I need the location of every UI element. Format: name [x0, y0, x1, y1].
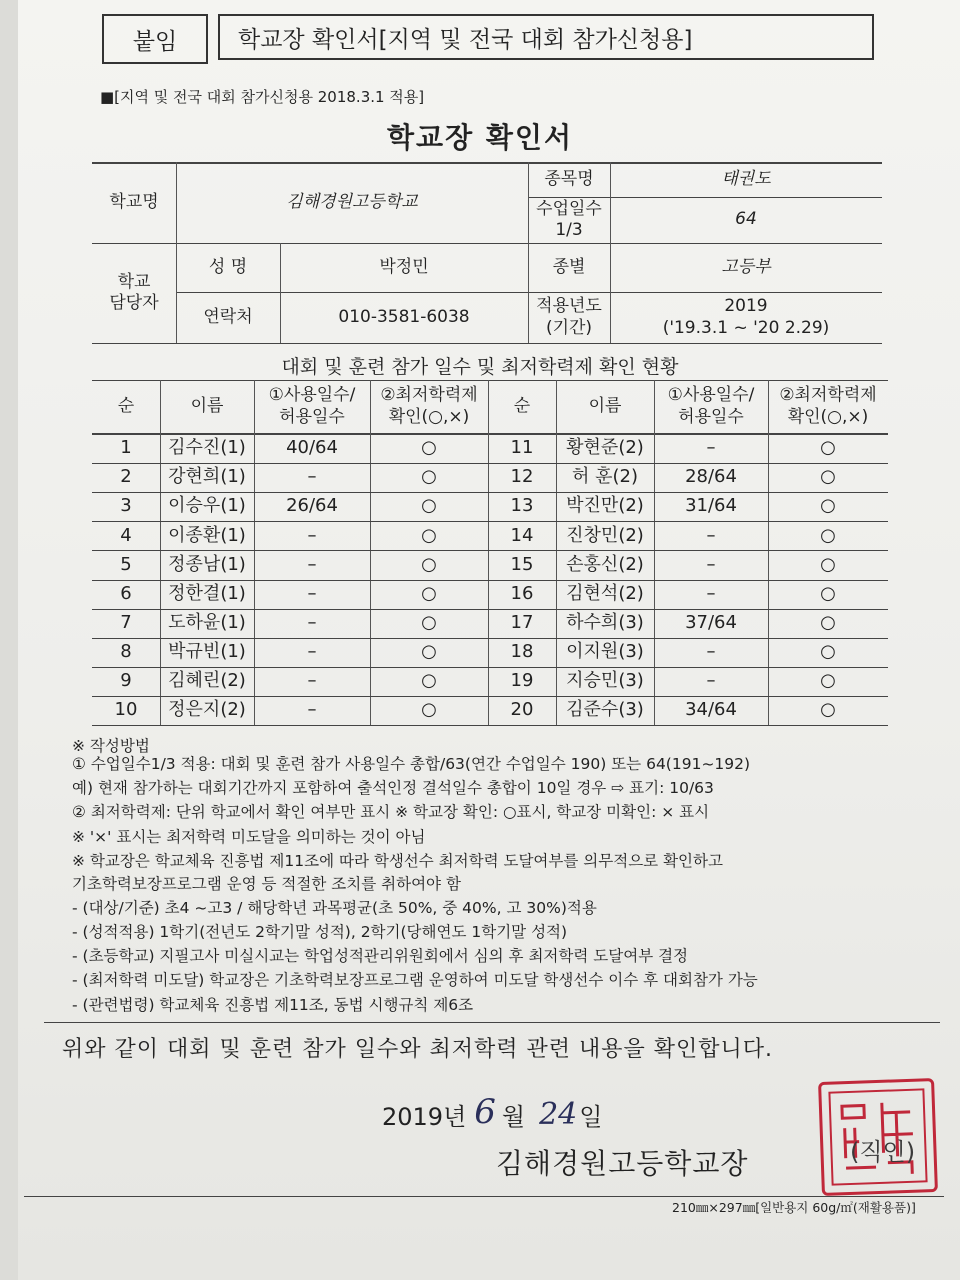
- student-check: ○: [820, 582, 836, 604]
- seal-label: (직인): [850, 1138, 916, 1166]
- note-line: ① 수업일수1/3 적용: 대회 및 훈련 참가 사용일수 총합/63(연간 수업일수 190) 또는 64(191~192): [72, 755, 751, 773]
- note-line: - (대상/기준) 초4 ~고3 / 해당학년 과목평균(초 50%, 중 40%, 고 30%)적용: [72, 899, 597, 917]
- student-days: –: [307, 699, 317, 721]
- student-check: ○: [820, 611, 836, 633]
- contact-label: 연락처: [203, 306, 253, 327]
- confirmation-sentence: 위와 같이 대회 및 훈련 참가 일수와 최저학력 관련 내용을 확인합니다.: [62, 1037, 773, 1062]
- student-days: 28/64: [685, 466, 737, 488]
- student-name: 허 훈(2): [572, 466, 638, 488]
- division-value: 고등부: [721, 256, 771, 277]
- note-line: - (최저학력 미도달) 학교장은 기초학력보장프로그램 운영하여 미도달 학생선수 이수 후 대회참가 가능: [72, 971, 758, 989]
- sport-label: 종목명: [544, 168, 594, 189]
- student-name: 정한결(1): [168, 582, 246, 604]
- note-line: ② 최저학력제: 단위 학교에서 확인 여부만 표시 ※ 학교장 확인: ○표시, 학교장 미확인: × 표시: [72, 803, 710, 821]
- form-note: ■[지역 및 전국 대회 참가신청용 2018.3.1 적용]: [100, 88, 425, 106]
- student-number: 13: [510, 495, 534, 517]
- manager-label: 학교 담당자: [109, 271, 159, 313]
- student-check: ○: [421, 437, 437, 459]
- student-days: –: [706, 582, 716, 604]
- student-days: –: [307, 582, 317, 604]
- sport-value: 태권도: [721, 168, 771, 189]
- student-days: –: [706, 524, 716, 546]
- student-name: 이종환(1): [168, 524, 246, 546]
- student-check: ○: [820, 699, 836, 721]
- student-name: 박진만(2): [566, 495, 644, 517]
- student-name: 황현준(2): [566, 437, 644, 459]
- student-check: ○: [421, 495, 437, 517]
- student-days: –: [706, 553, 716, 575]
- note-line: 기초학력보장프로그램 운영 등 적절한 조치를 취하여야 함: [72, 875, 461, 893]
- note-line: ※ '×' 표시는 최저학력 미도달을 의미하는 것이 아님: [72, 828, 426, 846]
- student-days: –: [307, 466, 317, 488]
- student-check: ○: [421, 553, 437, 575]
- class-days-value: 64: [735, 209, 757, 230]
- date-day-unit: 일: [579, 1103, 603, 1131]
- header-title: 학교장 확인서[지역 및 전국 대회 참가신청용]: [218, 14, 874, 60]
- name-label: 성 명: [208, 256, 248, 277]
- student-name: 하수희(3): [566, 611, 644, 633]
- student-number: 3: [120, 495, 132, 517]
- student-name: 정은지(2): [168, 699, 246, 721]
- student-number: 2: [120, 466, 132, 488]
- student-number: 4: [120, 524, 132, 546]
- student-days: –: [307, 524, 317, 546]
- note-line: ※ 학교장은 학교체육 진흥법 제11조에 따라 학생선수 최저학력 도달여부를 의무적으로 확인하고: [72, 852, 723, 870]
- notes-divider: [44, 1022, 940, 1023]
- student-name: 이승우(1): [168, 495, 246, 517]
- student-number: 11: [510, 437, 534, 459]
- student-check: ○: [820, 437, 836, 459]
- school-name: 김해경원고등학교: [286, 191, 418, 212]
- header-name-right: 이름: [588, 395, 622, 416]
- header-check-right: ②최저학력제 확인(○,×): [779, 385, 877, 427]
- school-label: 학교명: [109, 191, 159, 212]
- student-number: 8: [120, 640, 132, 662]
- document-title: 학교장 확인서: [386, 121, 574, 154]
- student-number: 20: [510, 699, 534, 721]
- student-name: 지승민(3): [566, 670, 644, 692]
- student-check: ○: [421, 524, 437, 546]
- header-days-left: ①사용일수/ 허용일수: [268, 385, 356, 427]
- date-month-handwritten: 6: [474, 1092, 496, 1132]
- year-value: 2019 ('19.3.1 ~ '20 2.29): [662, 296, 830, 338]
- student-number: 14: [510, 524, 534, 546]
- note-line: - (성적적용) 1학기(전년도 2학기말 성적), 2학기(당해연도 1학기말 성적): [72, 923, 568, 941]
- student-check: ○: [820, 495, 836, 517]
- student-days: –: [307, 611, 317, 633]
- student-number: 17: [510, 611, 534, 633]
- date-year: 2019년: [382, 1103, 467, 1131]
- student-days: 40/64: [286, 437, 338, 459]
- student-check: ○: [421, 640, 437, 662]
- student-check: ○: [421, 466, 437, 488]
- student-number: 6: [120, 582, 132, 604]
- date-month-unit: 월: [501, 1103, 526, 1131]
- note-line: - (관련법령) 학교체육 진흥법 제11조, 동법 시행규칙 제6조: [72, 996, 474, 1014]
- student-check: ○: [421, 611, 437, 633]
- signing-date: [382, 1092, 602, 1132]
- student-name: 강현희(1): [168, 466, 246, 488]
- student-days: 26/64: [286, 495, 338, 517]
- status-table-title: 대회 및 훈련 참가 일수 및 최저학력제 확인 현황: [281, 356, 679, 378]
- student-name: 진창민(2): [566, 524, 644, 546]
- student-number: 5: [120, 553, 132, 575]
- student-number: 19: [510, 670, 534, 692]
- student-check: ○: [820, 553, 836, 575]
- division-label: 종별: [552, 256, 586, 277]
- header-days-right: ①사용일수/ 허용일수: [667, 385, 755, 427]
- student-days: –: [706, 437, 716, 459]
- note-line: - (초등학교) 지필고사 미실시교는 학업성적관리위원회에서 심의 후 최저학력 도달여부 결정: [72, 947, 689, 965]
- student-days: –: [307, 640, 317, 662]
- class-days-label: 수업일수 1/3: [536, 198, 602, 240]
- info-table-line: [92, 343, 882, 344]
- year-label: 적용년도 (기간): [536, 296, 602, 338]
- student-number: 1: [120, 437, 132, 459]
- attachment-label: 붙임: [102, 14, 208, 64]
- contact-value: 010-3581-6038: [338, 306, 470, 327]
- student-check: ○: [820, 466, 836, 488]
- student-number: 9: [120, 670, 132, 692]
- student-days: 37/64: [685, 611, 737, 633]
- student-name: 김현석(2): [566, 582, 644, 604]
- paper-spec: 210㎜×297㎜[일반용지 60g/㎡(재활용품)]: [672, 1200, 916, 1215]
- student-days: –: [307, 553, 317, 575]
- student-number: 15: [510, 553, 534, 575]
- note-line: ※ 작성방법: [72, 737, 150, 755]
- header-name-left: 이름: [190, 395, 224, 416]
- note-line: 예) 현재 참가하는 대회기간까지 포함하여 출석인정 결석일수 총합이 10일 경우 ⇨ 표기: 10/63: [72, 779, 714, 797]
- student-days: –: [706, 670, 716, 692]
- student-check: ○: [820, 670, 836, 692]
- student-name: 도하윤(1): [168, 611, 246, 633]
- student-check: ○: [421, 670, 437, 692]
- header-check-left: ②최저학력제 확인(○,×): [380, 385, 478, 427]
- student-check: ○: [820, 524, 836, 546]
- student-name: 김수진(1): [168, 437, 246, 459]
- student-number: 16: [510, 582, 534, 604]
- student-name: 박규빈(1): [168, 640, 246, 662]
- student-check: ○: [421, 582, 437, 604]
- student-number: 7: [120, 611, 132, 633]
- footer-divider: [24, 1196, 944, 1197]
- student-name: 김준수(3): [566, 699, 644, 721]
- date-day-handwritten: 24: [539, 1097, 578, 1132]
- manager-name: 박정민: [379, 256, 429, 277]
- student-name: 손홍신(2): [566, 553, 644, 575]
- student-check: ○: [820, 640, 836, 662]
- header-no-right: 순: [513, 395, 531, 416]
- student-name: 김혜린(2): [168, 670, 246, 692]
- student-check: ○: [421, 699, 437, 721]
- student-days: –: [706, 640, 716, 662]
- student-days: 31/64: [685, 495, 737, 517]
- student-number: 18: [510, 640, 534, 662]
- student-name: 이지원(3): [566, 640, 644, 662]
- students-row-line: [92, 725, 888, 726]
- student-number: 12: [510, 466, 534, 488]
- student-days: 34/64: [685, 699, 737, 721]
- student-name: 정종남(1): [168, 553, 246, 575]
- student-days: –: [307, 670, 317, 692]
- principal-title: 김해경원고등학교장: [496, 1147, 749, 1180]
- student-number: 10: [114, 699, 138, 721]
- header-no-left: 순: [117, 395, 135, 416]
